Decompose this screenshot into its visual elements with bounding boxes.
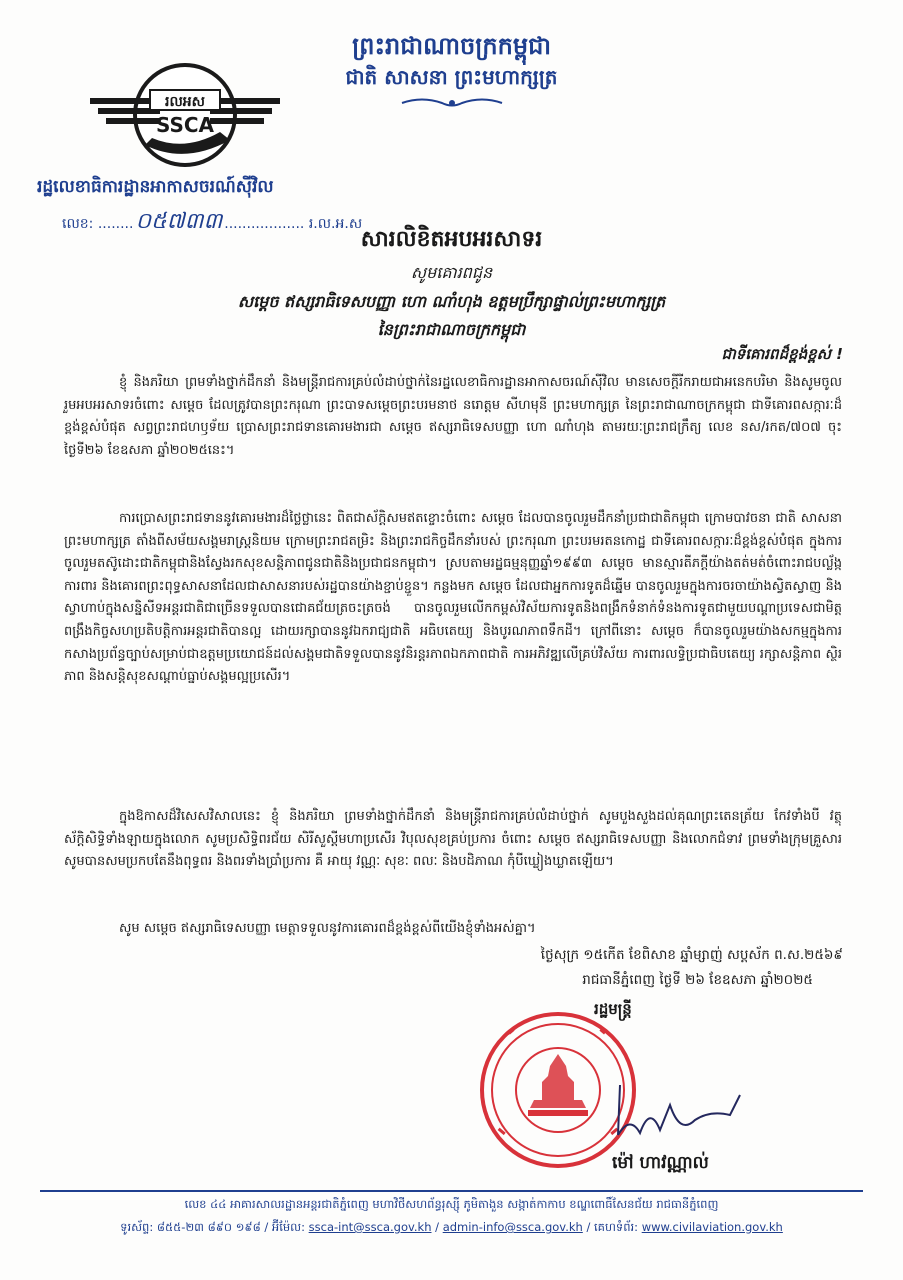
footer-address: លេខ ៤៤ អាគារសាលរដ្ឋានអន្តរជាតិភ្នំពេញ មហាវិថីសហព័ន្ធរុស្ស៊ី ភូមិតាងួន សង្កាត់កាកាប ខណ្ឌពោធិ៍សែនជ័យ រាជធានីភ្នំពេញ: [184, 1197, 719, 1211]
phone-label: ទូរស័ព្ទ:: [120, 1220, 154, 1234]
ref-label: លេខ:: [62, 216, 94, 232]
phone-number: ៨៥៥-២៣ ៨៩០ ១៩៨: [156, 1220, 261, 1234]
recipient-line-1: សម្តេច ឥស្សរាធិទេសបញ្ញា ហោ ណាំហុង ឧត្តមប្រឹក្សាផ្ទាល់ព្រះមហាក្សត្រ: [237, 292, 666, 311]
ornament-icon: [397, 96, 507, 110]
kingdom-name: ព្រះរាជាណាចក្រកម្ពុជា: [352, 31, 551, 60]
minister-title: រដ្ឋមន្ត្រី: [594, 1000, 632, 1018]
salutation: ជាទីគោរពដ៏ខ្ពង់ខ្ពស់ !: [721, 345, 843, 363]
body-paragraph-4: សូម សម្តេច ឥស្សរាធិទេសបញ្ញា មេត្តាទទួលនូវការគោរពដ៏ខ្ពង់ខ្ពស់ពីយើងខ្ញុំទាំងអស់គ្នា។: [119, 921, 536, 936]
ref-suffix: រ.ល.អ.ស: [308, 216, 363, 232]
ref-number: ០៥៧៣៣: [135, 209, 223, 234]
logo-khmer-text: រលអស: [165, 94, 205, 110]
body-paragraph-3: ក្នុងឱកាសដ៏វិសេសវិសាលនេះ ខ្ញុំ និងភរិយា ព្រមទាំងថ្នាក់ដឹកនាំ និងមន្ត្រីរាជការគ្រប់លំដាប់ថ្នាក់ សូមបួងសួងដល់គុណព្រះតេនត្រ័យ កែវទាំងបី វត្ថុស័ក្តិសិទ្ធិទាំងឡាយក្នុងលោក សូមប្រសិទ្ធិពរជ័យ សិរីសួស្តីមហាប្រសើរ វិបុលសុខគ្រប់ប្រការ ចំពោះ សម្តេច ឥស្សរាធិទេសបញ្ញា និងលោកជំទាវ ព្រមទាំងក្រុមគ្រួសារ សូមបានសមប្រកបតែនឹងពុទ្ធពរ និងពរទាំងប្រាំប្រការ គឺ អាយុ វណ្ណៈ សុខៈ ពលៈ និងបដិភាណ កុំបីឃ្លៀងឃ្លាតឡើយ។: [64, 809, 842, 870]
lunar-date: ថ្ងៃសុក្រ ១៥កើត ខែពិសាខ ឆ្នាំម្សាញ់ សប្តស័ក ព.ស.២៥៦៩: [540, 947, 843, 963]
footer-contact: ទូរស័ព្ទ: ៨៥៥-២៣ ៨៩០ ១៩៨ / អ៊ីម៉ែល: ssca-int@ssca.gov.kh / admin-info@ssca.gov.kh / គេហទំព័រ: www.civilaviation.gov.kh: [120, 1220, 783, 1234]
body-paragraph-2: ការប្រោសព្រះរាជទាននូវគោរមងារដ៏ថ្លៃថ្លានេះ ពិតជាស័ក្តិសមឥតខ្ចោះចំពោះ សម្តេច ដែលបានចូលរួមដឹកនាំប្រជាជាតិកម្ពុជា ក្រោមបាវចនា ជាតិ សាសនា ព្រះមហាក្សត្រ តាំងពីសម័យសង្គមរាស្ត្រនិយម ក្រោមព្រះរាជតម្រិះ និងព្រះរាជកិច្ចដឹកនាំរបស់ ព្រះករុណា ព្រះបរមរតនកោដ្ឋ ជាទីគោរពសក្ការៈដ៏ខ្ពង់ខ្ពស់បំផុត ក្នុងការចូលរួមតស៊ូដោះជាតិកម្ពុជានិងស្វែងរកសុខសន្តិភាពជូនជាតិនិងប្រជាជនកម្ពុជា។ ស្របតាមរដ្ឋធម្មនុញ្ញឆ្នាំ១៩៩៣ សម្តេច មានស្មារតីភក្តីយ៉ាងតត់មត់ចំពោះរាជបល្ល័ង្ក ការពារ និងគោរពព្រះពុទ្ធសាសនាដែលជាសាសនារបស់រដ្ឋបានយ៉ាងខ្ជាប់ខ្ជួន។ កន្លងមក សម្តេច ដែលជាអ្នកការទូតដ៏ឆ្នើម បានចូលរួមក្នុងការចរចាយ៉ាងស្វិតស្វាញ និង ស្វាហាប់ក្នុងសន្និសីទអន្តរជាតិជាច្រើនទទួលបានជោគជ័យត្រចះត្រចង់ បានចូលរួមលើកកម្ពស់វិស័យការទូតនិងពង្រឹកទំនាក់ទំនងការទូតជាមួយបណ្តាប្រទេសជាមិត្ត ពង្រឹងកិច្ចសហប្រតិបត្តិការអន្តរជាតិបានល្អ ដោយរក្សាបាននូវឯករាជ្យជាតិ អធិបតេយ្យ និងបូរណភាពទឹកដី។ ក្រៅពីនោះ សម្តេច ក៏បានចូលរួមយ៉ាងសកម្មក្នុងការកសាងប្រព័ន្ធច្បាប់សម្រាប់ជាឧត្តមប្រយោជន៍ដល់សង្គមជាតិទទួលបាននូវនិរន្តរភាពឯកភាពជាតិ ការអភិវឌ្ឍលើគ្រប់វិស័យ ការពារលទ្ធិប្រជាធិបតេយ្យ រក្សាសន្តិភាព ស្ថិរភាព និងសន្តិសុខសណ្តាប់ធ្នាប់សង្គមល្អប្រសើរ។: [64, 511, 842, 685]
respect-line: សូមគោរពជូន: [410, 263, 493, 282]
email-link-2[interactable]: admin-info@ssca.gov.kh: [442, 1220, 583, 1234]
logo-latin-text: SSCA: [155, 113, 215, 137]
minister-name: ម៉ៅ ហាវណ្ណាល់: [612, 1153, 709, 1173]
reference-line: លេខ: ........០៥៧៣៣ .................. រ.ល.អ.ស: [62, 209, 363, 234]
recipient: [0, 288, 903, 344]
ssca-logo: [90, 60, 280, 170]
solar-date: រាជធានីភ្នំពេញ ថ្ងៃទី ២៦ ខែឧសភា ឆ្នាំ២០២៥: [582, 972, 813, 988]
national-motto: ជាតិ សាសនា ព្រះមហាក្សត្រ: [345, 65, 558, 89]
recipient-line-2: នៃព្រះរាជាណាចក្រកម្ពុជា: [377, 320, 526, 339]
website-label: / គេហទំព័រ:: [586, 1220, 639, 1234]
footer-divider: [40, 1190, 863, 1192]
document-title: សារលិខិតអបអរសាទរ: [360, 226, 543, 252]
website-link[interactable]: www.civilaviation.gov.kh: [641, 1220, 783, 1234]
body-paragraph-1: ខ្ញុំ និងភរិយា ព្រមទាំងថ្នាក់ដឹកនាំ និងមន្ត្រីរាជការគ្រប់លំដាប់ថ្នាក់នៃរដ្ឋលេខាធិការដ្ឋានអាកាសចរណ៍ស៊ីវិល មានសេចក្តីរីករាយជាអនេកបរិមា និងសូមចូលរួមអបអរសាទរចំពោះ សម្តេច ដែលត្រូវបានព្រះករុណា ព្រះបាទសម្តេចព្រះបរមនាថ នរោត្តម សីហមុនី ព្រះមហាក្សត្រ នៃព្រះរាជាណាចក្រកម្ពុជា ជាទីគោរពសក្ការៈដ៏ខ្ពង់ខ្ពស់បំផុត សព្វព្រះរាជហឫទ័យ ប្រោសព្រះរាជទានគោរមងារជា សម្តេច ឥស្សរាធិទេសបញ្ញា ហោ ណាំហុង តាមរយៈព្រះរាជក្រឹត្យ លេខ នស/រកត/៧០៧ ចុះថ្ងៃទី២៦ ខែឧសភា ឆ្នាំ២០២៥នេះ។: [64, 375, 842, 458]
minister-signature: [600, 1075, 760, 1145]
email-label: / អ៊ីម៉ែល:: [264, 1220, 305, 1234]
email-link-1[interactable]: ssca-int@ssca.gov.kh: [308, 1220, 432, 1234]
agency-name: រដ្ឋលេខាធិការដ្ឋានអាកាសចរណ៍ស៊ីវិល: [37, 177, 274, 197]
